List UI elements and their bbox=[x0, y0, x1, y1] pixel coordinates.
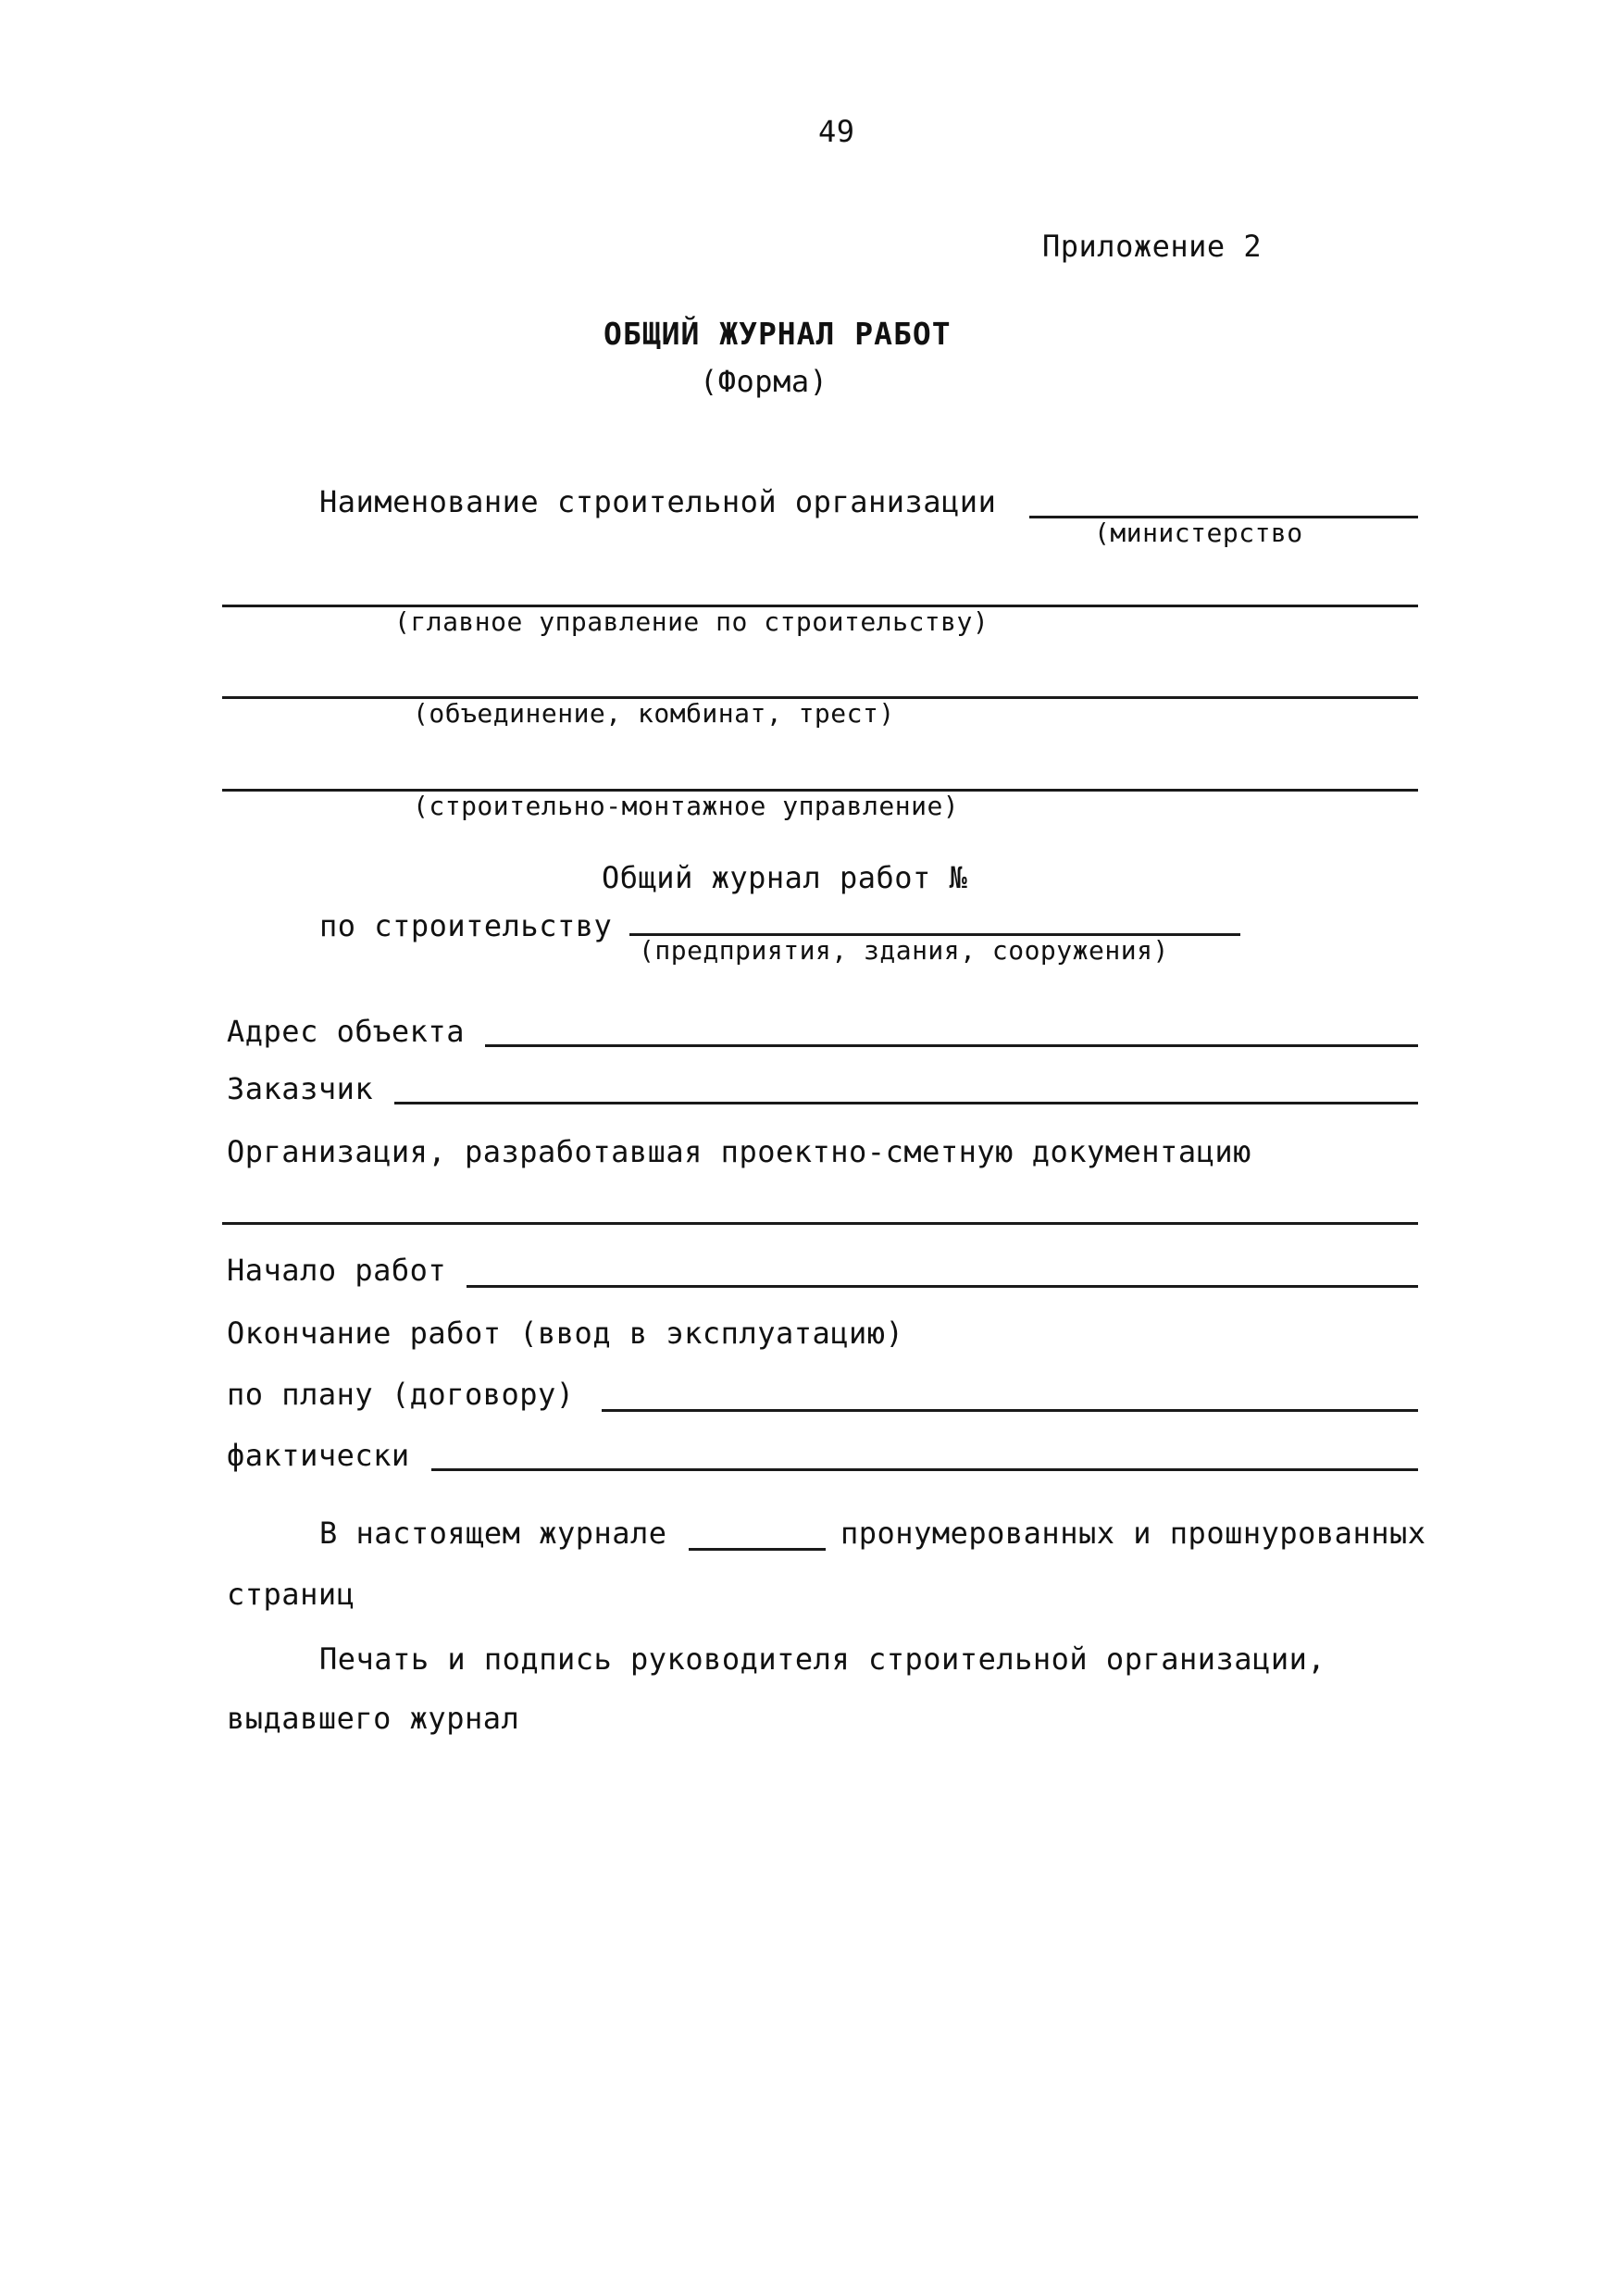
org-name-label: Наименование строительной организации bbox=[319, 484, 997, 519]
ministry-caption: (министерство bbox=[1094, 518, 1303, 548]
appendix-label: Приложение 2 bbox=[1042, 229, 1263, 264]
work-end-label: Окончание работ (ввод в эксплуатацию) bbox=[227, 1316, 904, 1351]
construction-label: по строительству bbox=[319, 908, 613, 943]
signature-line-2: выдавшего журнал bbox=[227, 1701, 520, 1736]
customer-label: Заказчик bbox=[227, 1071, 374, 1106]
customer-line[interactable] bbox=[394, 1102, 1418, 1104]
actual-label: фактически bbox=[227, 1438, 410, 1473]
pages-statement-suffix: пронумерованных и прошнурованных bbox=[840, 1516, 1426, 1551]
actual-line[interactable] bbox=[431, 1468, 1418, 1471]
signature-line-1: Печать и подпись руководителя строительной организации, bbox=[319, 1641, 1326, 1677]
planned-line[interactable] bbox=[602, 1409, 1418, 1412]
work-start-label: Начало работ bbox=[227, 1253, 447, 1288]
journal-number-label: Общий журнал работ № bbox=[602, 860, 968, 895]
address-label: Адрес объекта bbox=[227, 1014, 465, 1049]
work-start-line[interactable] bbox=[467, 1285, 1418, 1288]
association-caption: (объединение, комбинат, трест) bbox=[413, 698, 895, 729]
pages-count-line[interactable] bbox=[689, 1548, 826, 1551]
page-number: 49 bbox=[818, 114, 855, 149]
main-directorate-caption: (главное управление по строительству) bbox=[394, 606, 989, 637]
pages-statement-continuation: страниц bbox=[227, 1577, 355, 1612]
address-line[interactable] bbox=[485, 1044, 1418, 1047]
design-org-line[interactable] bbox=[222, 1222, 1418, 1225]
planned-label: по плану (договору) bbox=[227, 1377, 575, 1412]
smu-caption: (строительно-монтажное управление) bbox=[413, 791, 960, 821]
document-subtitle: (Форма) bbox=[700, 364, 828, 399]
pages-statement-prefix: В настоящем журнале bbox=[319, 1516, 667, 1551]
design-org-label: Организация, разработавшая проектно-сметную документацию bbox=[227, 1134, 1251, 1169]
document-title: ОБЩИЙ ЖУРНАЛ РАБОТ bbox=[604, 316, 952, 352]
construction-caption: (предприятия, здания, сооружения) bbox=[639, 935, 1169, 966]
